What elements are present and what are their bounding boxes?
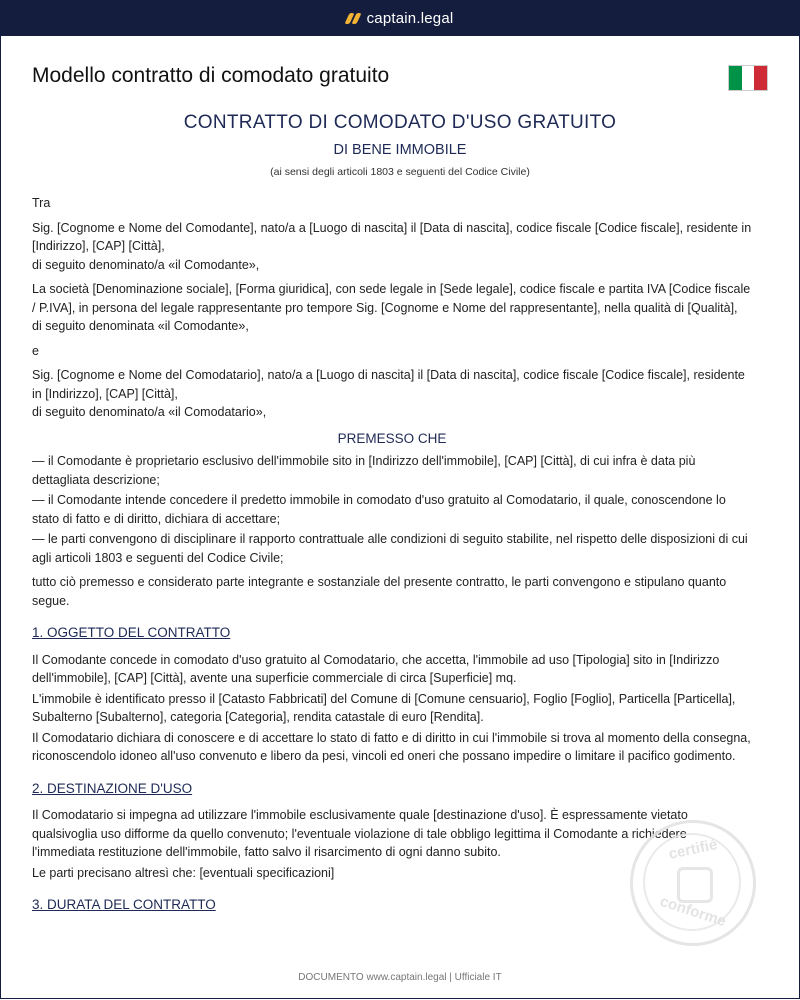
paragraph: e <box>32 343 39 358</box>
section-heading-2: 2. DESTINAZIONE D'USO <box>32 780 193 796</box>
section-1-paragraph: Il Comodatario dichiara di conoscere e di accettare lo stato di fatto e di diritto in cui l'immobile si trova al momento della consegna, riconoscendolo idoneo all'uso convenuto e libero da pesi, vincoli ed oneri che possano impedire o limitare il pacifico godimento. <box>32 730 751 763</box>
page-title: Modello contratto di comodato gratuito <box>32 64 390 87</box>
section-heading-3: 3. DURATA DEL CONTRATTO <box>32 897 216 912</box>
section-heading-1: 1. OGGETTO DEL CONTRATTO <box>32 625 231 640</box>
document-body <box>32 194 752 923</box>
brand[interactable] <box>347 10 454 27</box>
stamp-top-text: certifié <box>667 836 719 863</box>
premessa-item: — le parti convengono di disciplinare il rapporto contrattuale alle condizioni di seguito stabilite, nel rispetto delle disposizioni di cui agli articoli 1803 e seguenti del Codice Civile; <box>32 532 748 565</box>
paragraph: La società [Denominazione sociale], [Forma giuridica], con sede legale in [Sede legale], codice fiscale e partita IVA [Codice fiscale / P.IVA], in persona del legale rappresentante pro tempore Sig. [Cognome e Nome del rappresentante], nella qualità di [Qualità], di seguito denominata «il Comodante», <box>32 282 751 333</box>
stamp-bottom-text: conforme <box>657 892 729 931</box>
premessa-conclusion: tutto ciò premesso e considerato parte integrante e sostanziale del presente contratto, le parti convengono e stipulano quanto segue. <box>32 575 727 608</box>
certification-stamp-icon <box>630 820 756 946</box>
paragraph: Tra <box>32 196 51 210</box>
thumbs-up-icon <box>677 867 713 903</box>
premessa-item: — il Comodante è proprietario esclusivo dell'immobile sito in [Indirizzo dell'immobile], [CAP] [Città], di cui infra è data più dettagliata descrizione; <box>32 454 696 487</box>
section-2-paragraph: Le parti precisano altresì che: [eventuali specificazioni] <box>32 865 335 880</box>
top-bar <box>0 0 800 36</box>
section-1-paragraph: L'immobile è identificato presso il [Catasto Fabbricati] del Comune di [Comune censuario], Foglio [Foglio], Particella [Particella], Subalterno [Subalterno], categoria [Categoria], rendita catastale di euro [Rendita]. <box>32 691 736 724</box>
document-legal-note: (ai sensi degli articoli 1803 e seguenti del Codice Civile) <box>270 166 530 178</box>
paragraph: Sig. [Cognome e Nome del Comodatario], nato/a a [Luogo di nascita] il [Data di nascita], codice fiscale [Codice fiscale], residente in [Indirizzo], [CAP] [Città], di seguito denominato/a «il Comodatario», <box>32 368 745 419</box>
captain-legal-logo-icon <box>347 13 359 24</box>
brand-name: captain.legal <box>366 9 454 27</box>
premessa-item: — il Comodante intende concedere il predetto immobile in comodato d'uso gratuito al Comodatario, il quale, conoscendone lo stato di fatto e di diritto, dichiara di accettare; <box>32 493 726 526</box>
document-title: CONTRATTO DI COMODATO D'USO GRATUITO <box>183 112 617 133</box>
document-subtitle: DI BENE IMMOBILE <box>333 142 467 158</box>
page-footer: DOCUMENTO www.captain.legal | Ufficiale IT <box>298 972 502 983</box>
premesso-heading: PREMESSO CHE <box>337 430 447 446</box>
section-2-paragraph: Il Comodatario si impegna ad utilizzare l'immobile esclusivamente quale [destinazione d'uso]. È espressamente vietato qualsivoglia uso difforme da quello convenuto; l'eventuale violazione di tale obbligo legittima il Comodante a richiedere l'immediata restituzione dell'immobile, fatto salvo il risarcimento di ogni danno subito. <box>32 808 688 859</box>
paragraph: Sig. [Cognome e Nome del Comodante], nato/a a [Luogo di nascita] il [Data di nascita], codice fiscale [Codice fiscale], residente in [Indirizzo], [CAP] [Città], di seguito denominato/a «il Comodante», <box>32 220 752 272</box>
italy-flag-icon <box>728 65 768 91</box>
section-1-paragraph: Il Comodante concede in comodato d'uso gratuito al Comodatario, che accetta, l'immobile ad uso [Tipologia] sito in [Indirizzo dell'immobile], [CAP] [Città], avente una superficie commerciale di circa [Superficie] mq. <box>32 652 720 685</box>
